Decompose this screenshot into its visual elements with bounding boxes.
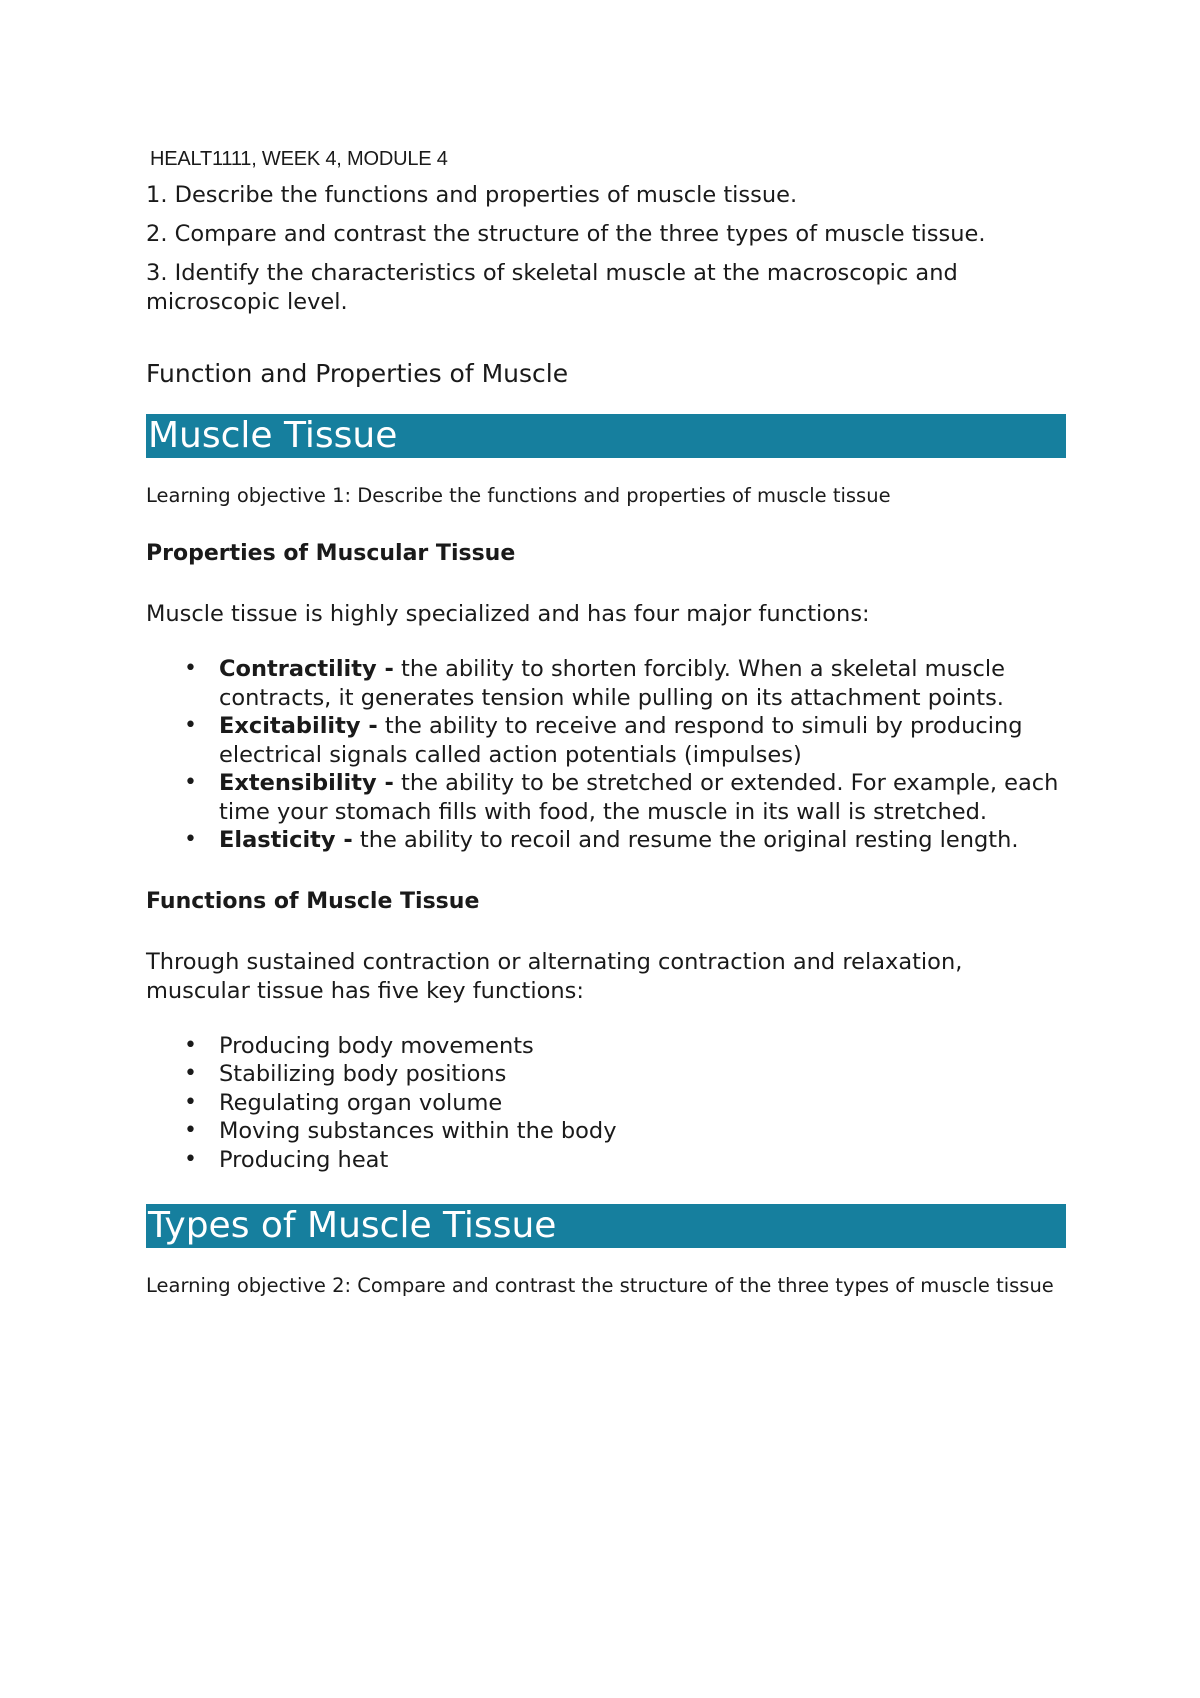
bullet-icon: • (184, 656, 197, 681)
property-text: the ability to recoil and resume the original resting length. (352, 827, 1019, 853)
bullet-icon: • (184, 827, 197, 852)
learning-objective-1: Learning objective 1: Describe the functions and properties of muscle tissue (146, 484, 891, 507)
function-text: Moving substances within the body (219, 1118, 617, 1144)
properties-heading: Properties of Muscular Tissue (146, 541, 516, 566)
list-item (146, 1146, 1066, 1175)
function-text: Producing heat (219, 1146, 389, 1173)
property-term: Excitability - (219, 713, 378, 739)
list-item (146, 1060, 1066, 1089)
list-item (146, 1032, 1066, 1061)
list-item (146, 826, 1066, 855)
property-term: Extensibility - (219, 770, 394, 796)
section-heading: Function and Properties of Muscle (146, 359, 569, 388)
property-text: the ability to shorten forcibly. When a skeletal muscle contracts, it generates tension while pulling on its attachment points. (219, 656, 1005, 711)
functions-intro: Through sustained contraction or alternating contraction and relaxation, muscular tissue has five key functions: (146, 948, 963, 1004)
bullet-icon: • (184, 1146, 197, 1172)
function-text: Producing body movements (219, 1032, 534, 1059)
document-body (146, 148, 1066, 1297)
function-text: Regulating organ volume (219, 1089, 503, 1116)
list-item (146, 655, 1066, 712)
bullet-icon: • (184, 1118, 197, 1143)
bullet-icon: • (184, 1089, 197, 1115)
objective-item: 1. Describe the functions and properties of muscle tissue. (146, 182, 798, 208)
bullet-icon: • (184, 770, 197, 795)
bullet-icon: • (184, 713, 197, 738)
list-item (146, 1117, 1066, 1146)
list-item (146, 712, 1066, 769)
muscle-tissue-banner: Muscle Tissue (146, 414, 1066, 458)
types-banner: Types of Muscle Tissue (146, 1204, 1066, 1248)
function-text: Stabilizing body positions (219, 1061, 507, 1087)
list-item (146, 769, 1066, 826)
list-item (146, 1089, 1066, 1118)
functions-list (146, 1032, 1066, 1175)
objective-item: 3. Identify the characteristics of skeletal muscle at the macroscopic and microscopic level. (146, 260, 958, 315)
property-text: the ability to be stretched or extended. For example, each time your stomach fills with food, the muscle in its wall is stretched. (219, 770, 1059, 825)
property-term: Elasticity - (219, 827, 353, 853)
functions-heading: Functions of Muscle Tissue (146, 888, 480, 914)
properties-list (146, 655, 1066, 855)
property-text: the ability to receive and respond to simuli by producing electrical signals called action potentials (impulses) (219, 713, 1023, 768)
course-header: HEALT1111, WEEK 4, MODULE 4 (150, 148, 448, 170)
properties-intro: Muscle tissue is highly specialized and has four major functions: (146, 601, 870, 627)
learning-objective-2: Learning objective 2: Compare and contrast the structure of the three types of muscle tissue (146, 1274, 1054, 1297)
property-term: Contractility - (219, 656, 394, 682)
bullet-icon: • (184, 1061, 197, 1086)
objectives-list (146, 181, 1066, 317)
bullet-icon: • (184, 1032, 197, 1058)
objective-item: 2. Compare and contrast the structure of the three types of muscle tissue. (146, 221, 986, 247)
